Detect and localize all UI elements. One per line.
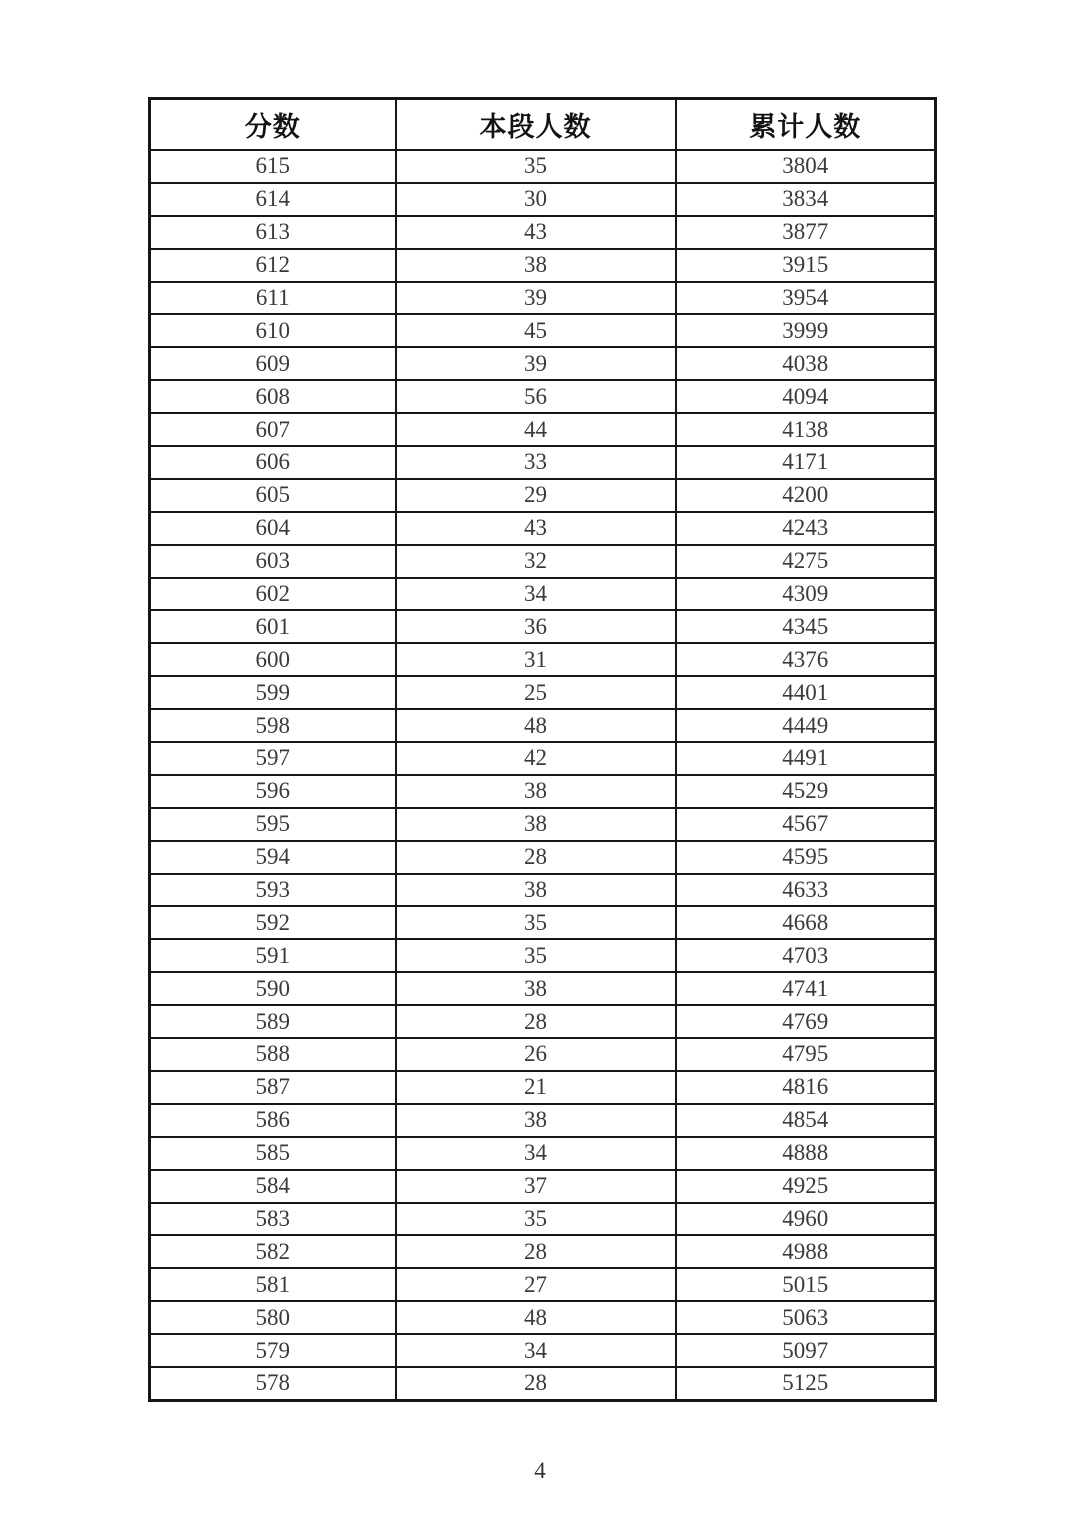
table-row [150,1301,936,1334]
cell-score: 595 [150,808,396,841]
table-row [150,1104,936,1137]
cell-segment-count: 56 [396,380,676,413]
cell-segment-count: 25 [396,676,676,709]
cell-segment-count: 28 [396,1367,676,1400]
cell-segment-count: 38 [396,808,676,841]
table-row [150,808,936,841]
cell-cumulative-count: 4633 [676,874,936,907]
cell-cumulative-count: 4567 [676,808,936,841]
cell-segment-count: 48 [396,1301,676,1334]
cell-score: 600 [150,643,396,676]
cell-segment-count: 37 [396,1170,676,1203]
cell-cumulative-count: 4376 [676,643,936,676]
table-row [150,512,936,545]
cell-segment-count: 45 [396,314,676,347]
cell-cumulative-count: 5015 [676,1268,936,1301]
cell-segment-count: 38 [396,775,676,808]
table-row [150,282,936,315]
cell-segment-count: 43 [396,216,676,249]
cell-score: 606 [150,446,396,479]
table-row [150,1268,936,1301]
cell-cumulative-count: 3877 [676,216,936,249]
cell-score: 596 [150,775,396,808]
cell-score: 584 [150,1170,396,1203]
cell-cumulative-count: 4703 [676,939,936,972]
cell-segment-count: 27 [396,1268,676,1301]
cell-cumulative-count: 4345 [676,610,936,643]
table-row [150,479,936,512]
table-row [150,347,936,380]
table-row [150,1071,936,1104]
cell-segment-count: 30 [396,183,676,216]
cell-segment-count: 34 [396,578,676,611]
cell-score: 588 [150,1038,396,1071]
cell-score: 602 [150,578,396,611]
cell-score: 586 [150,1104,396,1137]
cell-score: 594 [150,841,396,874]
cell-segment-count: 48 [396,709,676,742]
cell-score: 581 [150,1268,396,1301]
table-row [150,1235,936,1268]
cell-cumulative-count: 4491 [676,742,936,775]
cell-score: 598 [150,709,396,742]
cell-score: 613 [150,216,396,249]
table-row [150,1137,936,1170]
cell-cumulative-count: 4795 [676,1038,936,1071]
table-row [150,249,936,282]
table-row [150,841,936,874]
cell-segment-count: 36 [396,610,676,643]
cell-segment-count: 35 [396,939,676,972]
cell-cumulative-count: 4529 [676,775,936,808]
table-row [150,150,936,183]
table-row [150,1203,936,1236]
table-row [150,446,936,479]
cell-cumulative-count: 4449 [676,709,936,742]
table-row [150,906,936,939]
header-segment-count: 本段人数 [396,99,676,151]
cell-segment-count: 28 [396,841,676,874]
cell-score: 615 [150,150,396,183]
cell-segment-count: 21 [396,1071,676,1104]
table-row [150,610,936,643]
cell-segment-count: 31 [396,643,676,676]
cell-cumulative-count: 4171 [676,446,936,479]
cell-score: 608 [150,380,396,413]
table-row [150,183,936,216]
cell-segment-count: 35 [396,150,676,183]
table-row [150,578,936,611]
cell-cumulative-count: 4595 [676,841,936,874]
cell-segment-count: 44 [396,413,676,446]
table-row [150,939,936,972]
cell-cumulative-count: 4741 [676,972,936,1005]
cell-score: 578 [150,1367,396,1400]
cell-score: 611 [150,282,396,315]
table-row [150,643,936,676]
cell-cumulative-count: 4888 [676,1137,936,1170]
cell-cumulative-count: 3804 [676,150,936,183]
header-row [150,99,936,151]
cell-cumulative-count: 3915 [676,249,936,282]
score-distribution-table [148,97,937,1402]
header-cumulative-count: 累计人数 [676,99,936,151]
table-row [150,676,936,709]
cell-segment-count: 33 [396,446,676,479]
cell-cumulative-count: 4275 [676,545,936,578]
cell-segment-count: 28 [396,1235,676,1268]
cell-segment-count: 35 [396,906,676,939]
cell-score: 591 [150,939,396,972]
cell-cumulative-count: 3834 [676,183,936,216]
cell-segment-count: 32 [396,545,676,578]
cell-segment-count: 34 [396,1137,676,1170]
cell-segment-count: 39 [396,282,676,315]
cell-score: 585 [150,1137,396,1170]
table-row [150,380,936,413]
table-row [150,972,936,1005]
cell-score: 582 [150,1235,396,1268]
cell-score: 597 [150,742,396,775]
cell-cumulative-count: 4668 [676,906,936,939]
cell-segment-count: 38 [396,972,676,1005]
cell-cumulative-count: 5125 [676,1367,936,1400]
cell-cumulative-count: 4988 [676,1235,936,1268]
cell-score: 605 [150,479,396,512]
cell-score: 599 [150,676,396,709]
table-row [150,709,936,742]
cell-score: 609 [150,347,396,380]
cell-score: 607 [150,413,396,446]
cell-segment-count: 38 [396,249,676,282]
cell-segment-count: 28 [396,1005,676,1038]
cell-cumulative-count: 4309 [676,578,936,611]
table-row [150,1038,936,1071]
page-number: 4 [534,1458,546,1483]
cell-score: 592 [150,906,396,939]
cell-score: 601 [150,610,396,643]
cell-segment-count: 38 [396,874,676,907]
cell-score: 579 [150,1334,396,1367]
cell-score: 587 [150,1071,396,1104]
table-row [150,413,936,446]
cell-score: 610 [150,314,396,347]
cell-cumulative-count: 4200 [676,479,936,512]
cell-cumulative-count: 4769 [676,1005,936,1038]
cell-segment-count: 43 [396,512,676,545]
table-row [150,216,936,249]
cell-score: 604 [150,512,396,545]
cell-score: 590 [150,972,396,1005]
cell-cumulative-count: 4960 [676,1203,936,1236]
cell-cumulative-count: 4925 [676,1170,936,1203]
cell-cumulative-count: 3999 [676,314,936,347]
cell-segment-count: 39 [396,347,676,380]
table-row [150,1334,936,1367]
cell-score: 603 [150,545,396,578]
cell-segment-count: 26 [396,1038,676,1071]
cell-cumulative-count: 4094 [676,380,936,413]
cell-segment-count: 35 [396,1203,676,1236]
cell-score: 612 [150,249,396,282]
cell-segment-count: 29 [396,479,676,512]
cell-score: 614 [150,183,396,216]
cell-score: 589 [150,1005,396,1038]
cell-score: 583 [150,1203,396,1236]
cell-cumulative-count: 4401 [676,676,936,709]
table-row [150,1005,936,1038]
cell-segment-count: 42 [396,742,676,775]
table-row [150,545,936,578]
table-row [150,314,936,347]
table-row [150,1367,936,1400]
cell-cumulative-count: 4138 [676,413,936,446]
table-row [150,742,936,775]
cell-cumulative-count: 3954 [676,282,936,315]
cell-cumulative-count: 5063 [676,1301,936,1334]
table-row [150,775,936,808]
cell-cumulative-count: 4038 [676,347,936,380]
cell-cumulative-count: 5097 [676,1334,936,1367]
cell-cumulative-count: 4816 [676,1071,936,1104]
cell-segment-count: 34 [396,1334,676,1367]
table-row [150,874,936,907]
header-score: 分数 [150,99,396,151]
cell-score: 580 [150,1301,396,1334]
table-row [150,1170,936,1203]
cell-cumulative-count: 4854 [676,1104,936,1137]
cell-score: 593 [150,874,396,907]
cell-segment-count: 38 [396,1104,676,1137]
cell-cumulative-count: 4243 [676,512,936,545]
